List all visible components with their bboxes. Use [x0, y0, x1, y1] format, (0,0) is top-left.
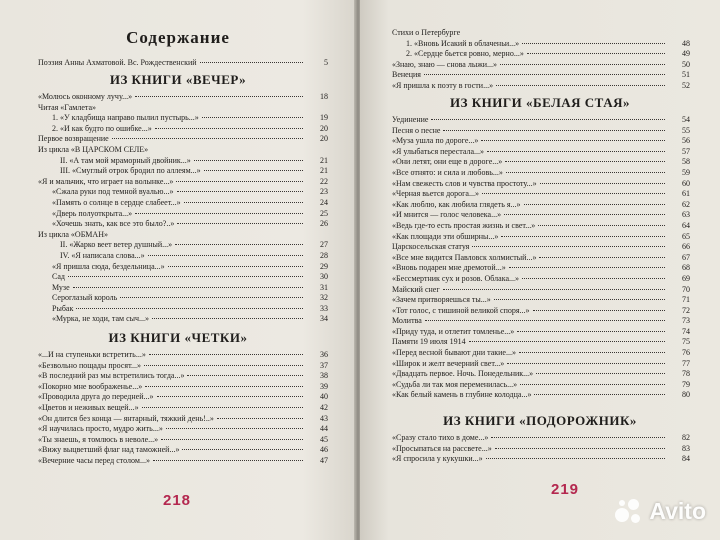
toc-entry-title: «Нам свежесть слов и чувства простоту...»	[392, 178, 537, 188]
toc-entry	[38, 414, 328, 425]
toc-entry-title: Сад	[52, 272, 65, 282]
leader-dots	[145, 386, 303, 387]
toc-entry-title: «Они летят, они еще в дороге...»	[392, 157, 503, 167]
toc-entry-page: 54	[682, 115, 690, 124]
toc-entry	[392, 316, 690, 327]
toc-entry-page: 77	[682, 358, 690, 368]
toc-entry-page: 76	[682, 348, 690, 358]
toc-entry-title: «И мнится — голос человека...»	[392, 210, 502, 220]
toc-entry	[392, 263, 690, 274]
toc-entry	[38, 134, 328, 145]
toc-entry	[38, 262, 328, 273]
section-heading-vecher: ИЗ КНИГИ «ВЕЧЕР»	[109, 72, 247, 87]
leader-dots	[204, 170, 303, 171]
toc-list-podorozhnik	[392, 433, 690, 465]
toc-entry-title: «Сжала руки под темной вуалью...»	[52, 187, 174, 197]
toc-entry	[38, 361, 328, 372]
toc-entry-title: Молитва	[392, 316, 422, 326]
toc-entry-page: 59	[682, 167, 690, 177]
toc-entry	[392, 28, 690, 39]
toc-entry	[38, 445, 328, 456]
toc-entry-title: Памяти 19 июля 1914	[392, 337, 466, 347]
leader-dots	[148, 255, 303, 256]
toc-entry	[392, 380, 690, 391]
toc-entry-title: 1. «Вновь Исакий в облаченьи...»	[406, 38, 520, 48]
toc-entry	[38, 156, 328, 167]
toc-entry-title: Музе	[52, 282, 70, 292]
toc-entry	[392, 454, 690, 465]
toc-entry-title: «Перед весной бывают дни такие...»	[392, 348, 516, 358]
toc-entry	[392, 189, 690, 200]
leader-dots	[536, 373, 665, 374]
toc-entry-title: «Как белый камень в глубине колодца...»	[392, 390, 532, 400]
toc-entry-page: 26	[320, 219, 328, 229]
leader-dots	[539, 257, 665, 258]
toc-entry-page: 40	[320, 392, 328, 402]
toc-entry-title: Царскосельская статуя	[392, 242, 470, 252]
toc-entry-page: 74	[682, 326, 690, 336]
toc-entry-title: «Я спросила у кукушки...»	[392, 454, 483, 464]
toc-entry-page: 45	[320, 434, 328, 444]
toc-entry	[38, 272, 328, 283]
toc-entry-page: 19	[320, 113, 328, 123]
leader-dots	[135, 96, 303, 97]
toc-entry-title: «Я пришла сюда, бездельница...»	[52, 261, 165, 271]
toc-entry-title: Читая «Гамлета»	[38, 102, 97, 112]
toc-entry-page: 79	[682, 379, 690, 389]
toc-entry-title: «Сразу стало тихо в доме...»	[392, 433, 489, 442]
toc-entry	[392, 115, 690, 126]
section-heading-belaya-staya: ИЗ КНИГИ «БЕЛАЯ СТАЯ»	[449, 95, 630, 110]
leader-dots	[157, 396, 304, 397]
toc-list-vecher	[38, 92, 328, 325]
toc-entry-page: 25	[320, 208, 328, 218]
toc-entry-page: 46	[320, 445, 328, 455]
toc-entry-page: 83	[682, 443, 690, 453]
toc-entry-title: «Проводила друга до передней...»	[38, 392, 154, 402]
toc-entry	[38, 177, 328, 188]
toc-entry-page: 82	[682, 433, 690, 442]
toc-entry	[38, 219, 328, 230]
toc-entry-page: 21	[320, 155, 328, 165]
toc-entry	[38, 166, 328, 177]
toc-entry-title: «Муза ушла по дороге...»	[392, 136, 479, 146]
avito-logo-icon	[613, 496, 643, 526]
leader-dots	[166, 428, 303, 429]
toc-entry-title: 2. «И как будто по ошибке...»	[52, 123, 152, 133]
toc-entry-title: 1. «У кладбища направо пылил пустырь...»	[52, 113, 199, 123]
toc-entry	[392, 444, 690, 455]
toc-entry-title: «Молюсь оконному лучу...»	[38, 92, 133, 101]
toc-entry-title: «Он длится без конца — янтарный, тяжкий день!..»	[38, 413, 214, 423]
toc-entry-title: «Судьба ли так моя переменилась...»	[392, 379, 518, 389]
toc-entry	[38, 382, 328, 393]
toc-entry-title: «Широк и желт вечерний свет...»	[392, 358, 505, 368]
toc-entry-page: 78	[682, 369, 690, 379]
toc-entry	[38, 113, 328, 124]
toc-entry-page: 29	[320, 261, 328, 271]
toc-entry	[38, 424, 328, 435]
toc-entry-title: «Приду туда, и отлетит томленье...»	[392, 326, 515, 336]
leader-dots	[534, 394, 665, 395]
toc-entry-title: «Я улыбаться перестала...»	[392, 146, 485, 156]
toc-entry-page: 71	[682, 295, 690, 305]
toc-entry-page: 21	[320, 166, 328, 176]
toc-entry-page: 39	[320, 381, 328, 391]
toc-entry	[392, 157, 690, 168]
toc-entry-title: Первое возвращение	[38, 134, 109, 144]
toc-entry-page: 38	[320, 371, 328, 381]
right-page	[360, 0, 720, 540]
toc-entry	[38, 392, 328, 403]
leader-dots	[482, 193, 665, 194]
toc-entry	[392, 136, 690, 147]
avito-watermark	[613, 496, 706, 526]
toc-entry	[392, 70, 690, 81]
toc-entry-page: 52	[682, 80, 690, 90]
leader-dots	[217, 418, 303, 419]
leader-dots	[182, 449, 303, 450]
toc-list-chetki	[38, 350, 328, 467]
toc-entry-title: «Вечерние часы перед столом...»	[38, 455, 150, 465]
toc-entry-page: 65	[682, 231, 690, 241]
leader-dots	[144, 365, 303, 366]
toc-entry-page: 56	[682, 136, 690, 146]
leader-dots	[142, 407, 303, 408]
toc-entry-page: 33	[320, 303, 328, 313]
toc-entry-title: «Просыпаться на рассвете...»	[392, 443, 492, 453]
toc-entry-title: Песня о песне	[392, 125, 441, 135]
toc-entry-title: «Хочешь знать, как все это было?..»	[52, 219, 175, 229]
toc-entry	[38, 145, 328, 156]
leader-dots	[194, 160, 303, 161]
leader-dots	[443, 289, 665, 290]
toc-entry	[38, 293, 328, 304]
leader-dots	[176, 181, 303, 182]
toc-entry	[38, 103, 328, 114]
leader-dots	[540, 183, 665, 184]
leader-dots	[76, 308, 303, 309]
toc-entry-page: 22	[320, 176, 328, 186]
toc-entry-page: 55	[682, 125, 690, 135]
toc-entry-title: «Цветов и неживых вещей...»	[38, 402, 139, 412]
leader-dots	[487, 151, 665, 152]
leader-dots	[425, 320, 665, 321]
leader-dots	[73, 287, 303, 288]
toc-entry	[38, 230, 328, 241]
toc-entry	[392, 274, 690, 285]
toc-entry-title: Из цикла «ОБМАН»	[38, 229, 108, 239]
leader-dots	[495, 448, 665, 449]
toc-entry-page: 42	[320, 402, 328, 412]
toc-entry-page: 43	[320, 413, 328, 423]
leader-dots	[517, 331, 665, 332]
toc-entry	[38, 435, 328, 446]
toc-entry	[392, 306, 690, 317]
leader-dots	[507, 363, 665, 364]
toc-entry-title: «Все отнято: и сила и любовь...»	[392, 167, 503, 177]
toc-entry-page: 23	[320, 187, 328, 197]
toc-entry-page: 60	[682, 178, 690, 188]
toc-entry-page: 66	[682, 242, 690, 252]
toc-entry	[392, 147, 690, 158]
toc-entry-page: 62	[682, 199, 690, 209]
toc-entry-title: «Как площади эти обширны...»	[392, 231, 499, 241]
leader-dots	[472, 246, 665, 247]
toc-entry-page: 20	[320, 123, 328, 133]
section-heading-chetki: ИЗ КНИГИ «ЧЕТКИ»	[108, 330, 248, 345]
toc-entry-page: 72	[682, 305, 690, 315]
toc-entry	[392, 390, 690, 401]
leader-dots	[486, 458, 665, 459]
leader-dots	[505, 161, 665, 162]
toc-entry	[392, 81, 690, 92]
toc-entry-title: «Дверь полуоткрыта...»	[52, 208, 133, 218]
leader-dots	[187, 375, 303, 376]
toc-entry-title: «Как люблю, как любила глядеть я...»	[392, 199, 521, 209]
toc-entry-page: 37	[320, 360, 328, 370]
toc-entry	[392, 433, 690, 444]
toc-entry	[392, 168, 690, 179]
toc-entry	[392, 369, 690, 380]
leader-dots	[509, 267, 665, 268]
toc-entry-title: «Зачем притворяешься ты...»	[392, 295, 491, 305]
toc-entry	[38, 92, 328, 103]
intro-page: 5	[324, 58, 328, 67]
leader-dots	[168, 266, 303, 267]
toc-entry-page: 48	[682, 38, 690, 48]
left-page	[0, 0, 356, 540]
page-number-right: 219	[551, 481, 580, 498]
avito-wordmark: Avito	[649, 497, 706, 524]
toc-entry	[38, 456, 328, 467]
leader-dots	[152, 318, 303, 319]
toc-entry-title: «Покорно мне воображенье...»	[38, 381, 143, 391]
leader-dots	[424, 74, 665, 75]
toc-entry-title: III. «Смуглый отрок бродил по аллеям...»	[60, 166, 201, 176]
toc-entry	[392, 359, 690, 370]
toc-entry-page: 84	[682, 454, 690, 464]
toc-entry-page: 70	[682, 284, 690, 294]
toc-entry	[392, 200, 690, 211]
toc-entry	[38, 314, 328, 325]
toc-entry	[392, 232, 690, 243]
leader-dots	[135, 213, 303, 214]
toc-entry-page: 44	[320, 424, 328, 434]
toc-entry-title: «Вновь подарен мне дремотой...»	[392, 263, 506, 273]
leader-dots	[153, 460, 303, 461]
toc-entry-title: «...И на ступеньки встретить...»	[38, 350, 146, 359]
toc-entry	[392, 253, 690, 264]
toc-entry	[392, 49, 690, 60]
toc-entry-title: IV. «Я написала слова...»	[60, 250, 145, 260]
leader-dots	[120, 297, 303, 298]
toc-entry-page: 49	[682, 49, 690, 59]
toc-entry-page: 47	[320, 455, 328, 465]
toc-entry-title: «Ты знаешь, я томлюсь в неволе...»	[38, 434, 159, 444]
toc-entry	[392, 126, 690, 137]
contents-title: Содержание	[126, 28, 230, 47]
toc-entry-page: 63	[682, 210, 690, 220]
toc-entry	[38, 187, 328, 198]
leader-dots	[481, 140, 665, 141]
toc-entry	[392, 210, 690, 221]
leader-dots	[501, 236, 665, 237]
toc-entry-page: 28	[320, 250, 328, 260]
toc-entry	[392, 337, 690, 348]
toc-list-belaya-staya	[392, 115, 690, 401]
toc-entry	[38, 251, 328, 262]
toc-entry-page: 34	[320, 314, 328, 324]
toc-entry-title: «Мурка, не ходи, там сыч...»	[52, 314, 150, 324]
toc-entry-page: 75	[682, 337, 690, 347]
toc-entry	[38, 124, 328, 135]
leader-dots	[520, 384, 665, 385]
intro-title: Поэзия Анны Ахматовой. Вс. Рождественский	[38, 58, 197, 67]
toc-entry-title: «Безвольно пощады просят...»	[38, 360, 141, 370]
leader-dots	[202, 117, 303, 118]
leader-dots	[527, 53, 665, 54]
leader-dots	[494, 299, 665, 300]
leader-dots	[491, 437, 665, 438]
leader-dots	[496, 85, 665, 86]
leader-dots	[538, 225, 665, 226]
toc-entry-page: 57	[682, 146, 690, 156]
leader-dots	[524, 204, 665, 205]
page-number-left: 218	[163, 492, 192, 509]
toc-entry-page: 64	[682, 220, 690, 230]
toc-entry	[38, 283, 328, 294]
toc-entry	[392, 295, 690, 306]
leader-dots	[155, 128, 303, 129]
leader-dots	[177, 191, 303, 192]
toc-entry	[38, 304, 328, 315]
toc-entry-page: 24	[320, 197, 328, 207]
leader-dots	[431, 119, 665, 120]
toc-entry-page: 31	[320, 282, 328, 292]
toc-entry-page: 61	[682, 189, 690, 199]
toc-entry	[392, 285, 690, 296]
section-heading-podorozhnik: ИЗ КНИГИ «ПОДОРОЖНИК»	[443, 413, 637, 428]
toc-entry-title: Из цикла «В ЦАРСКОМ СЕЛЕ»	[38, 144, 149, 154]
toc-entry-title: «Знаю, знаю — снова лыжи...»	[392, 59, 498, 69]
toc-entry	[38, 350, 328, 361]
toc-entry-page: 67	[682, 252, 690, 262]
toc-entry-page: 69	[682, 273, 690, 283]
toc-entry-title: «Ведь где-то есть простая жизнь и свет...»	[392, 220, 536, 230]
toc-entry-title: «Тот голос, с тишиной великой споря...»	[392, 305, 530, 315]
leader-dots	[504, 214, 665, 215]
leader-dots	[184, 202, 303, 203]
leader-dots	[443, 130, 665, 131]
toc-entry-page: 27	[320, 240, 328, 250]
toc-entry-title: Сероглазый король	[52, 293, 118, 303]
toc-entry	[38, 371, 328, 382]
toc-entry	[392, 221, 690, 232]
toc-entry	[392, 242, 690, 253]
toc-entry-title: Стихи о Петербурге	[392, 28, 461, 37]
toc-entry-title: Рыбак	[52, 303, 74, 313]
toc-entry-title: Уединение	[392, 115, 429, 124]
toc-entry-title: «Вижу выцветший флаг над таможней...»	[38, 445, 180, 455]
toc-entry-title: «Все мне видится Павловск холмистый...»	[392, 252, 537, 262]
toc-entry-title: «В последний раз мы встретились тогда...»	[38, 371, 185, 381]
toc-entry	[38, 240, 328, 251]
toc-entry-title: «Память о солнце в сердце слабеет...»	[52, 197, 181, 207]
toc-entry-title: Венеция	[392, 70, 421, 80]
toc-entry-page: 73	[682, 316, 690, 326]
toc-entry-page: 18	[320, 92, 328, 101]
toc-entry-page: 30	[320, 272, 328, 282]
leader-dots	[533, 310, 665, 311]
leader-dots	[200, 62, 303, 63]
toc-entry	[38, 209, 328, 220]
toc-entry-title: «Я и мальчик, что играет на волынке...»	[38, 176, 174, 186]
toc-entry-page: 32	[320, 293, 328, 303]
toc-list-petersburg	[392, 28, 690, 92]
leader-dots	[112, 138, 303, 139]
leader-dots	[149, 354, 303, 355]
toc-entry-title: II. «А там мой мраморный двойник...»	[60, 155, 191, 165]
toc-entry-page: 36	[320, 350, 328, 359]
toc-entry-title: «Двадцать первое. Ночь. Понедельник...»	[392, 369, 534, 379]
toc-entry	[392, 60, 690, 71]
toc-entry-title: «Черная вьется дорога...»	[392, 189, 479, 199]
toc-entry-page: 51	[682, 70, 690, 80]
intro-entry	[38, 58, 328, 69]
toc-entry-page: 58	[682, 157, 690, 167]
toc-entry	[38, 403, 328, 414]
toc-entry-page: 20	[320, 134, 328, 144]
toc-entry-page: 50	[682, 59, 690, 69]
leader-dots	[177, 223, 303, 224]
toc-entry-title: Майский снег	[392, 284, 440, 294]
toc-entry	[392, 179, 690, 190]
leader-dots	[469, 341, 665, 342]
toc-entry-title: 2. «Сердце бьется ровно, мерно...»	[406, 49, 524, 59]
toc-entry	[392, 39, 690, 50]
leader-dots	[500, 64, 665, 65]
toc-entry-title: II. «Жарко веет ветер душный...»	[60, 240, 173, 250]
leader-dots	[519, 352, 665, 353]
leader-dots	[522, 43, 665, 44]
toc-entry-title: «Я пришла к поэту в гости...»	[392, 80, 494, 90]
leader-dots	[175, 244, 303, 245]
leader-dots	[68, 276, 303, 277]
leader-dots	[161, 439, 303, 440]
toc-entry-page: 68	[682, 263, 690, 273]
toc-entry-title: «Бессмертник сух и розов. Облака...»	[392, 273, 520, 283]
toc-entry-title: «Я научилась просто, мудро жить...»	[38, 424, 163, 434]
toc-entry	[38, 198, 328, 209]
toc-entry	[392, 327, 690, 338]
toc-entry	[392, 348, 690, 359]
toc-entry-page: 80	[682, 390, 690, 400]
leader-dots	[522, 278, 665, 279]
leader-dots	[506, 172, 665, 173]
